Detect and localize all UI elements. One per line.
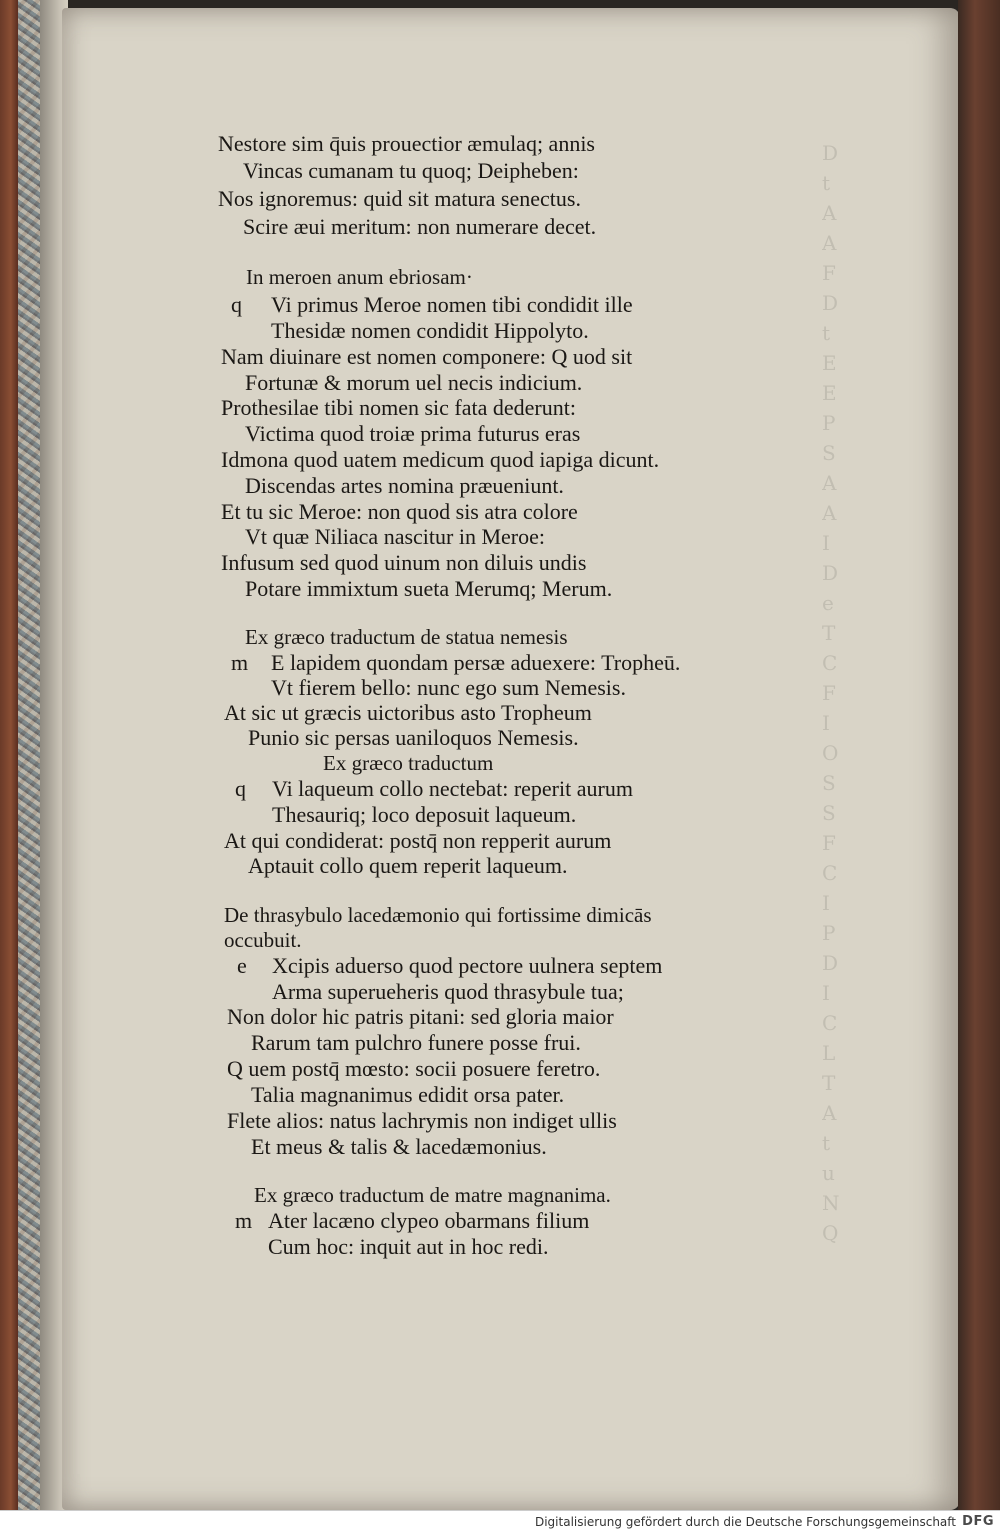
- verse-line: Et tu sic Meroe: non quod sis atra colore: [221, 499, 578, 524]
- verse-line: Nos ignoremus: quid sit matura senectus.: [218, 186, 581, 211]
- poem-title: Ex græco traductum de matre magnanima.: [254, 1183, 611, 1207]
- verse-line: Vt quæ Niliaca nascitur in Meroe:: [245, 524, 545, 549]
- verse-line: At sic ut græcis uictoribus asto Tropheum: [224, 700, 592, 725]
- verse-line: Vi laqueum collo nectebat: reperit aurum: [272, 776, 633, 801]
- verse-line: Vincas cumanam tu quoq; Deipheben:: [243, 158, 579, 183]
- verse-line: Q uem postq̄ mœsto: socii posuere feretro.: [227, 1056, 601, 1081]
- verse-line: Talia magnanimus edidit orsa pater.: [251, 1082, 565, 1107]
- verse-line: Non dolor hic patris pitani: sed gloria maior: [227, 1004, 614, 1029]
- verse-line: Discendas artes nomina præueniunt.: [245, 473, 564, 498]
- funding-notice: Digitalisierung gefördert durch die Deutsche Forschungsgemeinschaft: [534, 1515, 956, 1529]
- guide-letter: q: [235, 776, 246, 801]
- verse-line: Nam diuinare est nomen componere: Q uod sit: [221, 344, 633, 369]
- guide-letter: m: [231, 650, 249, 675]
- verse-line: Nestore sim q̄uis prouectior æmulaq; annis: [218, 131, 595, 156]
- verse-line: Ater lacæno clypeo obarmans filium: [268, 1208, 590, 1233]
- verse-line: Infusum sed quod uinum non diluis undis: [221, 550, 587, 575]
- verse-line: Cum hoc: inquit aut in hoc redi.: [268, 1234, 549, 1259]
- verse-line: Victima quod troiæ prima futurus eras: [245, 421, 581, 446]
- verse-line: Vi primus Meroe nomen tibi condidit ille: [271, 292, 633, 317]
- dfg-logo: DFG: [962, 1514, 994, 1529]
- poem-title: Ex græco traductum: [323, 751, 494, 775]
- guide-letter: m: [235, 1208, 253, 1233]
- verse-line: Arma superueheris quod thrasybule tua;: [272, 979, 624, 1004]
- verse-line: Scire æui meritum: non numerare decet.: [243, 214, 597, 239]
- verse-line: Vt fierem bello: nunc ego sum Nemesis.: [271, 675, 626, 700]
- poem-title: In meroen anum ebriosam·: [246, 265, 473, 289]
- guide-letter: e: [237, 953, 247, 978]
- verse-line: Punio sic persas uaniloquos Nemesis.: [248, 725, 579, 750]
- verse-line: Idmona quod uatem medicum quod iapiga dicunt.: [221, 447, 660, 472]
- bleed-through-text: D t A A F D t E E P S A A I D e T C F I O S S F C I P D I C L T A t u N Q: [822, 141, 840, 1245]
- poem-title: De thrasybulo lacedæmonio qui fortissime dimicās: [224, 903, 652, 927]
- verse-line: Potare immixtum sueta Merumq; Merum.: [245, 576, 613, 601]
- verse-line: Prothesilae tibi nomen sic fata dederunt:: [221, 395, 576, 420]
- verse-line: Et meus & talis & lacedæmonius.: [251, 1134, 547, 1159]
- verse-line: Xcipis aduerso quod pectore uulnera septem: [272, 953, 663, 978]
- verse-line: Rarum tam pulchro funere posse frui.: [251, 1030, 581, 1055]
- poem-title: Ex græco traductum de statua nemesis: [245, 625, 568, 649]
- verse-line: Flete alios: natus lachrymis non indiget ullis: [227, 1108, 617, 1133]
- verse-line: Fortunæ & morum uel necis indicium.: [245, 370, 583, 395]
- verse-line: Thesidæ nomen condidit Hippolyto.: [271, 318, 589, 343]
- verse-line: At qui condiderat: postq̄ non repperit aurum: [224, 828, 612, 853]
- guide-letter: q: [231, 292, 242, 317]
- verse-line: Thesauriq; loco deposuit laqueum.: [272, 802, 577, 827]
- verse-line: E lapidem quondam persæ aduexere: Tropheū.: [271, 650, 681, 675]
- footer-bar: [0, 1510, 1000, 1536]
- poem-title-continued: occubuit.: [224, 928, 302, 952]
- verse-line: Aptauit collo quem reperit laqueum.: [248, 853, 568, 878]
